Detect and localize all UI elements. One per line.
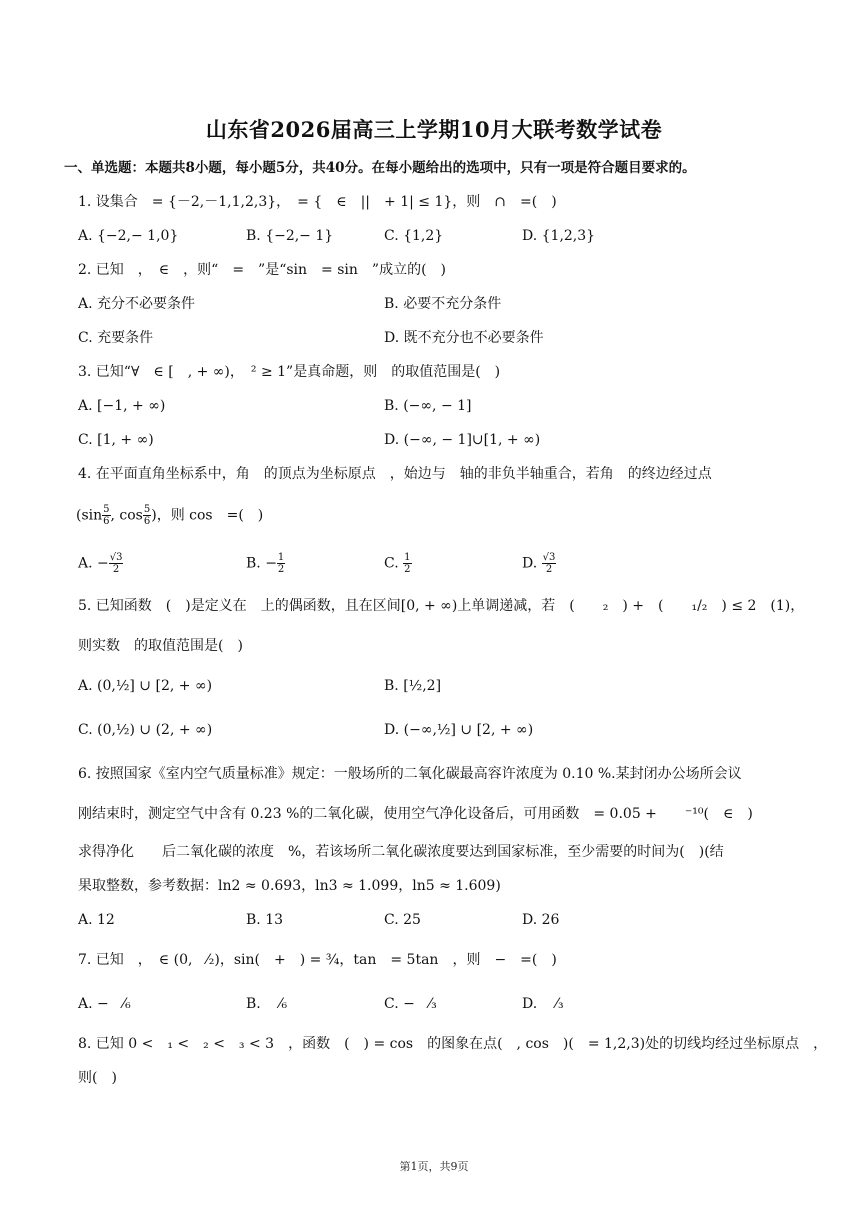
question-1-option-d: D. {1,2,3} — [522, 228, 596, 244]
section-heading: 一、单选题：本题共8小题，每小题5分，共40分。在每小题给出的选项中，只有一项是符合题目要求的。 — [64, 160, 696, 176]
question-3-option-b: B. (−∞, − 1] — [384, 398, 472, 414]
question-4-stem: 4. 在平面直角坐标系中，角 的顶点为坐标原点 ，始边与 轴的非负半轴重合，若角 的终边经过点 — [78, 466, 712, 482]
question-2-option-b: B. 必要不充分条件 — [384, 296, 502, 312]
question-6-line-3: 求得净化 后二氧化碳的浓度 %，若该场所二氧化碳浓度要达到国家标准，至少需要的时间为( )(结 — [78, 844, 724, 860]
page-title: 山东省2026届高三上学期10月大联考数学试卷 — [205, 117, 663, 142]
question-6-option-a: A. 12 — [78, 912, 115, 928]
question-7-option-c: C. − ⁄₃ — [384, 996, 437, 1012]
question-5-stem-2: 则实数 的取值范围是( ) — [78, 638, 243, 654]
fraction: $\frac{5}{6}$ — [143, 504, 151, 527]
question-5-option-a: A. (0,½] ∪ [2, + ∞) — [78, 678, 213, 694]
question-6-option-c: C. 25 — [384, 912, 421, 928]
question-6-line-2: 刚结束时，测定空气中含有 0.23 %的二氧化碳，使用空气净化设备后，可用函数 = 0.05 + ⁻¹⁰( ∈ ) — [78, 806, 753, 822]
question-1-option-a: A. {−2,− 1,0} — [78, 228, 179, 244]
question-8-stem: 8. 已知 0 < ₁ < ₂ < ₃ < 3 ，函数 ( ) = cos 的图象在点( , cos )( = 1,2,3)处的切线均经过坐标原点 ， — [78, 1036, 828, 1052]
question-5-option-d: D. (−∞,½] ∪ [2, + ∞) — [384, 722, 534, 738]
question-4-option-b: B. − $\frac{1}{2}$ — [246, 552, 285, 575]
question-7-stem: 7. 已知 ， ∈ (0, ⁄₂)，sin( + ) = ¾，tan = 5tan ，则 − =( ) — [78, 952, 557, 968]
question-3-option-d: D. (−∞, − 1]∪[1, + ∞) — [384, 432, 541, 448]
question-6-line-4: 果取整数，参考数据：ln2 ≈ 0.693，ln3 ≈ 1.099，ln5 ≈ 1.609) — [78, 878, 501, 894]
question-2-option-c: C. 充要条件 — [78, 330, 154, 346]
question-2-option-a: A. 充分不必要条件 — [78, 296, 196, 312]
question-2-stem: 2. 已知 ， ∈ ，则“ = ”是“sin = sin ”成立的( ) — [78, 262, 446, 278]
question-3-option-c: C. [1, + ∞) — [78, 432, 154, 448]
question-4-option-a: A. − $\frac{√3}{2}$ — [78, 552, 123, 575]
question-3-option-a: A. [−1, + ∞) — [78, 398, 166, 414]
question-6-option-d: D. 26 — [522, 912, 560, 928]
question-5-option-b: B. [½,2] — [384, 678, 442, 694]
question-1-option-b: B. {−2,− 1} — [246, 228, 334, 244]
question-8-stem-2: 则( ) — [78, 1070, 117, 1086]
question-5-stem: 5. 已知函数 ( )是定义在 上的偶函数，且在区间[0, + ∞)上单调递减，若 ( ₂ ) + ( ₁/₂ ) ≤ 2 (1)， — [78, 598, 805, 614]
question-2-option-d: D. 既不充分也不必要条件 — [384, 330, 544, 346]
question-6-option-b: B. 13 — [246, 912, 284, 928]
fraction: $\frac{5}{6}$ — [103, 504, 110, 527]
page-footer: 第1页，共9页 — [399, 1160, 469, 1173]
question-4-option-d: D. $\frac{√3}{2}$ — [522, 552, 556, 575]
question-4-stem-point: (sin $\frac{5}{6}$ , cos $\frac{5}{6}$ )，则 cos =( ) — [76, 504, 264, 527]
question-4-option-c: C. $\frac{1}{2}$ — [384, 552, 411, 575]
question-3-stem: 3. 已知“∀ ∈ [ , + ∞)， ² ≥ 1”是真命题，则 的取值范围是( ) — [78, 364, 501, 380]
question-7-option-d: D. ⁄₃ — [522, 996, 564, 1012]
question-7-option-b: B. ⁄₆ — [246, 996, 288, 1012]
question-1-option-c: C. {1,2} — [384, 228, 444, 244]
question-1-stem: 1. 设集合 = {－2,－1,1,2,3}， = { ∈ || + 1| ≤ 1}，则 ∩ =( ) — [78, 194, 557, 210]
question-7-option-a: A. − ⁄₆ — [78, 996, 131, 1012]
question-5-option-c: C. (0,½) ∪ (2, + ∞) — [78, 722, 213, 738]
question-6-line-1: 6. 按照国家《室内空气质量标准》规定：一般场所的二氧化碳最高容许浓度为 0.10 %.某封闭办公场所会议 — [78, 766, 742, 782]
